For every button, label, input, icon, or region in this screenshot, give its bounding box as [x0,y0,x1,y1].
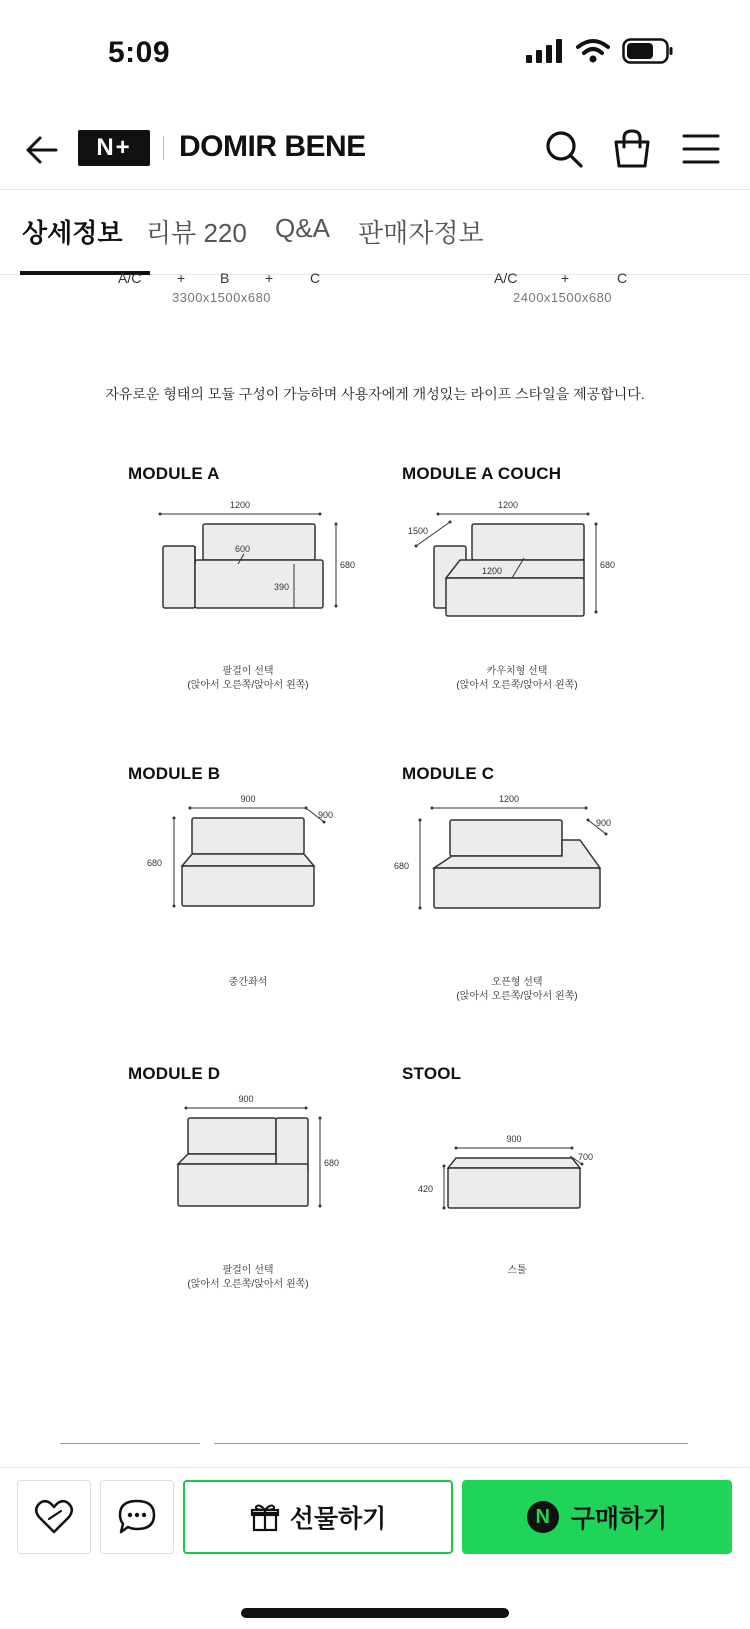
chat-icon [117,1498,157,1536]
caption-line: (앉아서 오른쪽/앉아서 왼쪽) [456,991,578,1002]
menu-icon[interactable] [680,128,722,170]
dim-label: 900 [318,810,334,820]
module-caption [427,1264,607,1278]
dim-label: 600 [235,544,251,554]
dim-label: 900 [506,1134,522,1144]
search-icon[interactable] [543,128,585,170]
dim-label: 680 [394,861,410,871]
tab-detail[interactable]: 상세정보 [22,218,123,248]
chat-button[interactable] [100,1480,174,1554]
tab-qna[interactable]: Q&A [275,213,330,243]
caption-line: 팔걸이 선택 [222,666,274,677]
module-title: MODULE A COUCH [402,464,562,483]
module-d-drawing [150,1086,360,1216]
dim-label: 900 [238,1094,254,1104]
caption-line: 오픈형 선택 [491,977,543,988]
dim-label: 420 [418,1184,434,1194]
dim-label: 900 [596,818,612,828]
config-right-part: C [617,270,628,286]
module-title: MODULE C [402,764,495,783]
module-caption [427,976,607,1004]
module-title: MODULE A [128,464,220,483]
spec-divider [214,1443,688,1444]
config-right-part: A/C [494,270,518,286]
tab-seller-info[interactable]: 판매자정보 [358,218,484,248]
module-title: MODULE B [128,764,221,783]
module-c-drawing [392,786,632,916]
module-title: STOOL [402,1064,462,1083]
dim-label: 390 [274,582,290,592]
dim-label: 680 [600,560,616,570]
module-b-drawing [147,786,360,916]
logo-divider [163,136,164,160]
stool-drawing [410,1106,620,1216]
config-left-part: A/C [118,270,142,286]
gift-icon [250,1502,280,1532]
module-a-couch-drawing [408,494,638,624]
caption-line: 중간좌석 [228,977,268,988]
bottom-action-bar [0,1467,750,1629]
status-bar [0,0,750,110]
module-a-drawing [150,494,370,624]
naver-plus-logo[interactable]: N+ [78,130,150,166]
dim-label: 1200 [482,566,503,576]
status-time: 5:09 [108,36,171,69]
config-left-part: + [177,270,186,286]
caption-line: 카우치형 선택 [486,666,548,677]
dim-label: 900 [240,794,256,804]
dim-label: 1200 [497,500,519,510]
signal-icon [526,39,564,63]
dim-label: 1500 [408,526,429,536]
product-detail-content [0,270,750,1466]
spec-divider [60,1443,200,1444]
detail-tabs [0,191,750,275]
caption-line: 스툴 [507,1265,527,1276]
shopping-bag-icon[interactable] [611,128,653,170]
naver-n-icon: N [527,1501,559,1533]
wishlist-button[interactable] [17,1480,91,1554]
module-title: MODULE D [128,1064,221,1083]
caption-line: 팔걸이 선택 [222,1265,274,1276]
heart-icon [34,1499,74,1535]
battery-icon [622,38,674,64]
dim-label: 1200 [229,500,251,510]
module-caption [158,665,338,693]
dim-label: 1200 [498,794,520,804]
config-left-part: C [310,270,321,286]
config-left-dims: 3300x1500x680 [172,290,272,305]
module-caption [427,665,607,693]
wifi-icon [576,39,610,63]
intro-text: 자유로운 형태의 모듈 구성이 가능하며 사용자에게 개성있는 라이프 스타일을 제공합니다. [105,386,645,402]
module-caption [158,976,338,990]
home-indicator[interactable] [241,1608,509,1618]
status-icons [526,38,674,64]
dim-label: 680 [324,1158,340,1168]
dim-label: 680 [340,560,356,570]
dim-label: 680 [147,858,163,868]
config-right-dims: 2400x1500x680 [513,290,613,305]
config-right-part: + [561,270,570,286]
caption-line: (앉아서 오른쪽/앉아서 왼쪽) [187,1279,309,1290]
buy-button[interactable] [462,1480,732,1554]
config-left-part: + [265,270,274,286]
caption-line: (앉아서 오른쪽/앉아서 왼쪽) [456,680,578,691]
gift-label: 선물하기 [289,1505,387,1533]
dim-label: 700 [578,1152,594,1162]
app-header [0,110,750,190]
brand-name[interactable]: DOMIR BENE [179,130,366,163]
back-arrow-icon[interactable] [22,130,62,170]
buy-label: 구매하기 [570,1505,668,1533]
caption-line: (앉아서 오른쪽/앉아서 왼쪽) [187,680,309,691]
config-left-part: B [220,270,230,286]
tab-reviews[interactable]: 리뷰 220 [146,218,247,248]
gift-button[interactable] [183,1480,453,1554]
module-caption [158,1264,338,1292]
